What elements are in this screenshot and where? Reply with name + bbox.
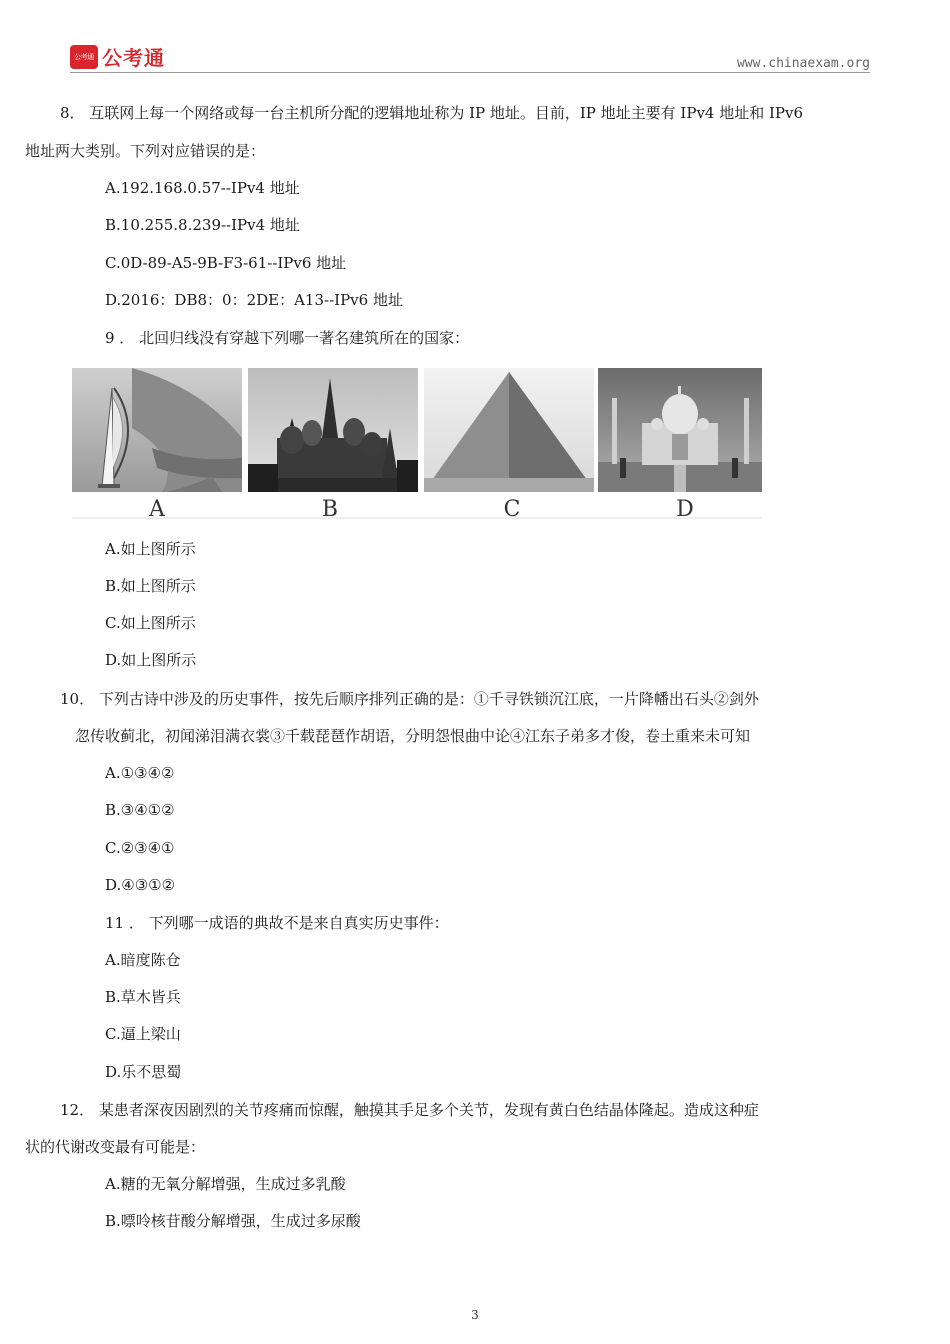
question-9-option-c: C.如上图所示 bbox=[105, 614, 196, 632]
logo-text: 公考通 bbox=[102, 46, 165, 70]
question-9-option-d: D.如上图所示 bbox=[105, 651, 197, 669]
question-8-option-d: D.2016：DB8：0：2DE：A13--IPv6 地址 bbox=[105, 291, 403, 309]
page-header bbox=[0, 0, 950, 80]
question-9-option-a: A.如上图所示 bbox=[105, 540, 196, 558]
logo[interactable] bbox=[70, 42, 165, 71]
question-10-option-c: C.②③④① bbox=[105, 839, 175, 857]
question-12-option-a: A.糖的无氧分解增强，生成过多乳酸 bbox=[105, 1175, 346, 1193]
question-8-text-cont: 地址两大类别。下列对应错误的是： bbox=[25, 142, 266, 160]
question-10-text: 10． 下列古诗中涉及的历史事件，按先后顺序排列正确的是：①千寻铁锁沉江底，一片降幡出石头②剑外 bbox=[60, 690, 759, 708]
question-12-option-b: B.嘌呤核苷酸分解增强，生成过多尿酸 bbox=[105, 1212, 361, 1230]
question-10-option-b: B.③④①② bbox=[105, 801, 175, 819]
question-11-option-d: D.乐不思蜀 bbox=[105, 1063, 182, 1081]
figure-label-a: A bbox=[149, 497, 165, 520]
panel-b-st-basils-cathedral bbox=[248, 368, 418, 492]
question-9-figure bbox=[72, 368, 762, 520]
question-8-option-c: C.0D-89-A5-9B-F3-61--IPv6 地址 bbox=[105, 254, 347, 272]
question-10-option-a: A.①③④② bbox=[105, 764, 175, 782]
question-9-text: 9 ． 北回归线没有穿越下列哪一著名建筑所在的国家： bbox=[105, 329, 470, 347]
question-11-option-b: B.草木皆兵 bbox=[105, 988, 181, 1006]
question-8-option-b: B.10.255.8.239--IPv4 地址 bbox=[105, 216, 300, 234]
question-12-text-cont: 状的代谢改变最有可能是： bbox=[25, 1138, 206, 1156]
panel-d-taj-mahal bbox=[598, 368, 762, 492]
figure-label-c: C bbox=[503, 497, 521, 520]
question-10-option-d: D.④③①② bbox=[105, 876, 176, 894]
landmarks-image bbox=[72, 368, 762, 520]
figure-label-d: D bbox=[676, 497, 694, 520]
header-divider bbox=[70, 72, 870, 73]
figure-label-b: B bbox=[321, 497, 339, 520]
question-8-text: 8． 互联网上每一个网络或每一台主机所分配的逻辑地址称为 IP 地址。目前，IP 地址主要有 IPv4 地址和 IPv6 bbox=[60, 104, 804, 122]
panel-c-pyramid bbox=[424, 368, 594, 492]
question-11-text: 11 ． 下列哪一成语的典故不是来自真实历史事件： bbox=[105, 914, 449, 932]
question-10-text-cont: 忽传收蓟北，初闻涕泪满衣裳③千载琵琶作胡语，分明怨恨曲中论④江东子弟多才俊，卷土重来未可知 bbox=[75, 727, 751, 745]
page-number: 3 bbox=[471, 1308, 479, 1322]
question-9-option-b: B.如上图所示 bbox=[105, 577, 196, 595]
question-11-option-c: C.逼上梁山 bbox=[105, 1025, 181, 1043]
site-url[interactable]: www.chinaexam.org bbox=[736, 56, 870, 71]
panel-a-burj-al-arab bbox=[72, 368, 242, 492]
question-12-text: 12． 某患者深夜因剧烈的关节疼痛而惊醒，触摸其手足多个关节，发现有黄白色结晶体隆起。造成这种症 bbox=[60, 1101, 759, 1119]
question-8-option-a: A.192.168.0.57--IPv4 地址 bbox=[105, 179, 300, 197]
question-11-option-a: A.暗度陈仓 bbox=[105, 951, 181, 969]
logo-badge: 公考通 bbox=[70, 45, 98, 69]
